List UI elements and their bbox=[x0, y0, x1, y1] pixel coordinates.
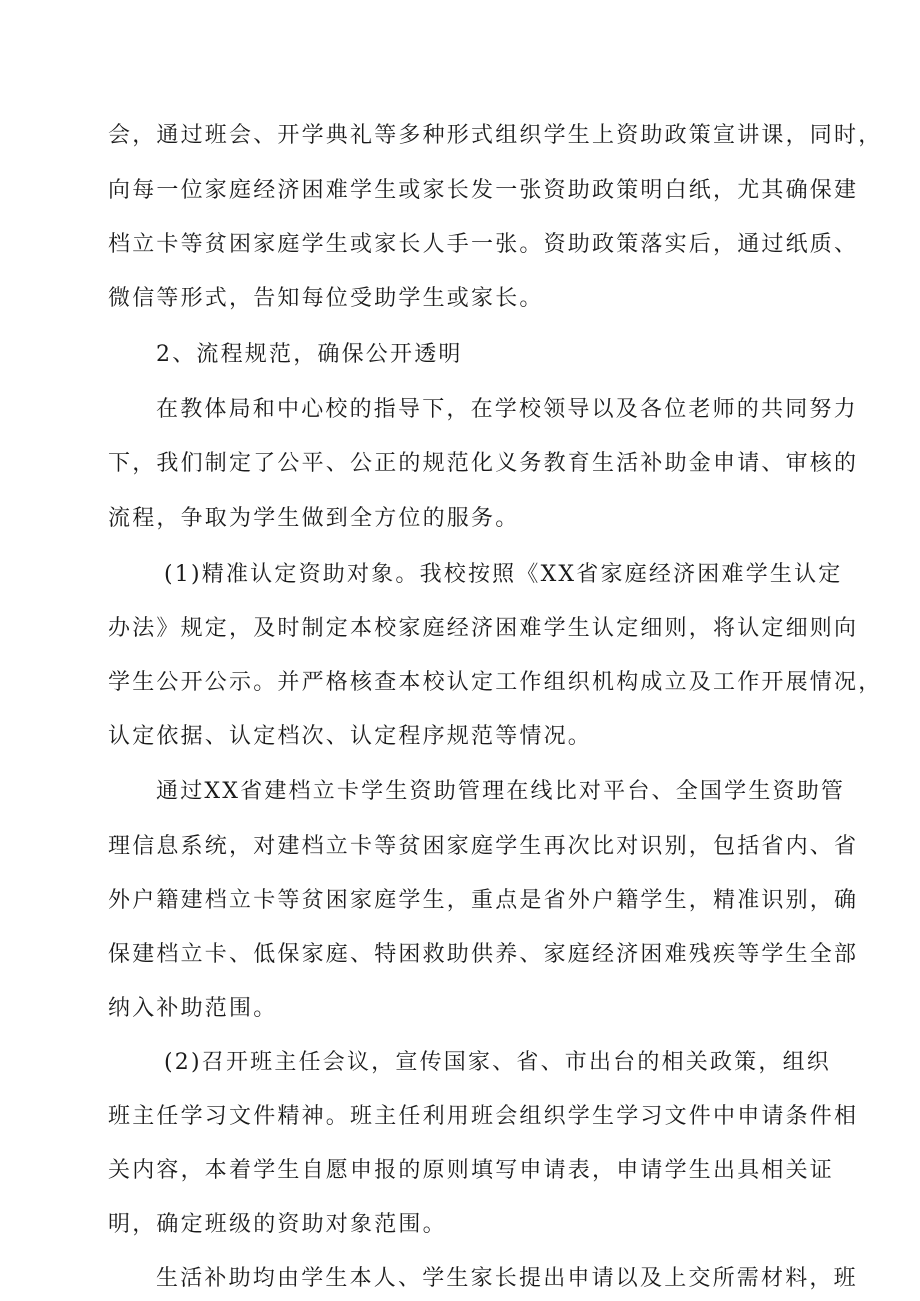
section-heading: 2、流程规范，确保公开透明 bbox=[156, 342, 463, 367]
body-text-line: (2)召开班主任会议，宣传国家、省、市出台的相关政策，组织 bbox=[164, 1050, 831, 1075]
body-text-line: 纳入补助范围。 bbox=[108, 996, 278, 1021]
body-text-line: 档立卡等贫困家庭学生或家长人手一张。资助政策落实后，通过纸质、 bbox=[108, 232, 859, 257]
body-text-line: 关内容，本着学生自愿申报的原则填写申请表，申请学生出具相关证 bbox=[108, 1158, 835, 1183]
body-text-line: 向每一位家庭经济困难学生或家长发一张资助政策明白纸，尤其确保建 bbox=[108, 178, 859, 203]
body-text-line: 微信等形式，告知每位受助学生或家长。 bbox=[108, 286, 544, 311]
body-text-line: 通过XX省建档立卡学生资助管理在线比对平台、全国学生资助管 bbox=[156, 779, 846, 804]
body-text-line: 下，我们制定了公平、公正的规范化义务教育生活补助金申请、审核的 bbox=[108, 451, 859, 476]
body-text-line: 外户籍建档立卡等贫困家庭学生，重点是省外户籍学生，精准识别，确 bbox=[108, 888, 859, 913]
body-text-line: 生活补助均由学生本人、学生家长提出申请以及上交所需材料，班 bbox=[156, 1266, 858, 1291]
body-text-line: (1)精准认定资助对象。我校按照《XX省家庭经济困难学生认定 bbox=[164, 562, 843, 587]
body-text-line: 保建档立卡、低保家庭、特困救助供养、家庭经济困难残疾等学生全部 bbox=[108, 942, 859, 967]
body-text-line: 会，通过班会、开学典礼等多种形式组织学生上资助政策宣讲课，同时， bbox=[108, 123, 883, 148]
body-text-line: 理信息系统，对建档立卡等贫困家庭学生再次比对识别，包括省内、省 bbox=[108, 834, 859, 859]
body-text-line: 明，确定班级的资助对象范围。 bbox=[108, 1212, 447, 1237]
body-text-line: 认定依据、认定档次、认定程序规范等情况。 bbox=[108, 724, 593, 749]
body-text-line: 办法》规定，及时制定本校家庭经济困难学生认定细则，将认定细则向 bbox=[108, 616, 859, 641]
body-text-line: 在教体局和中心校的指导下，在学校领导以及各位老师的共同努力 bbox=[156, 397, 858, 422]
body-text-line: 流程，争取为学生做到全方位的服务。 bbox=[108, 506, 520, 531]
body-text-line: 学生公开公示。并严格核查本校认定工作组织机构成立及工作开展情况， bbox=[108, 670, 883, 695]
body-text-line: 班主任学习文件精神。班主任利用班会组织学生学习文件中申请条件相 bbox=[108, 1104, 859, 1129]
